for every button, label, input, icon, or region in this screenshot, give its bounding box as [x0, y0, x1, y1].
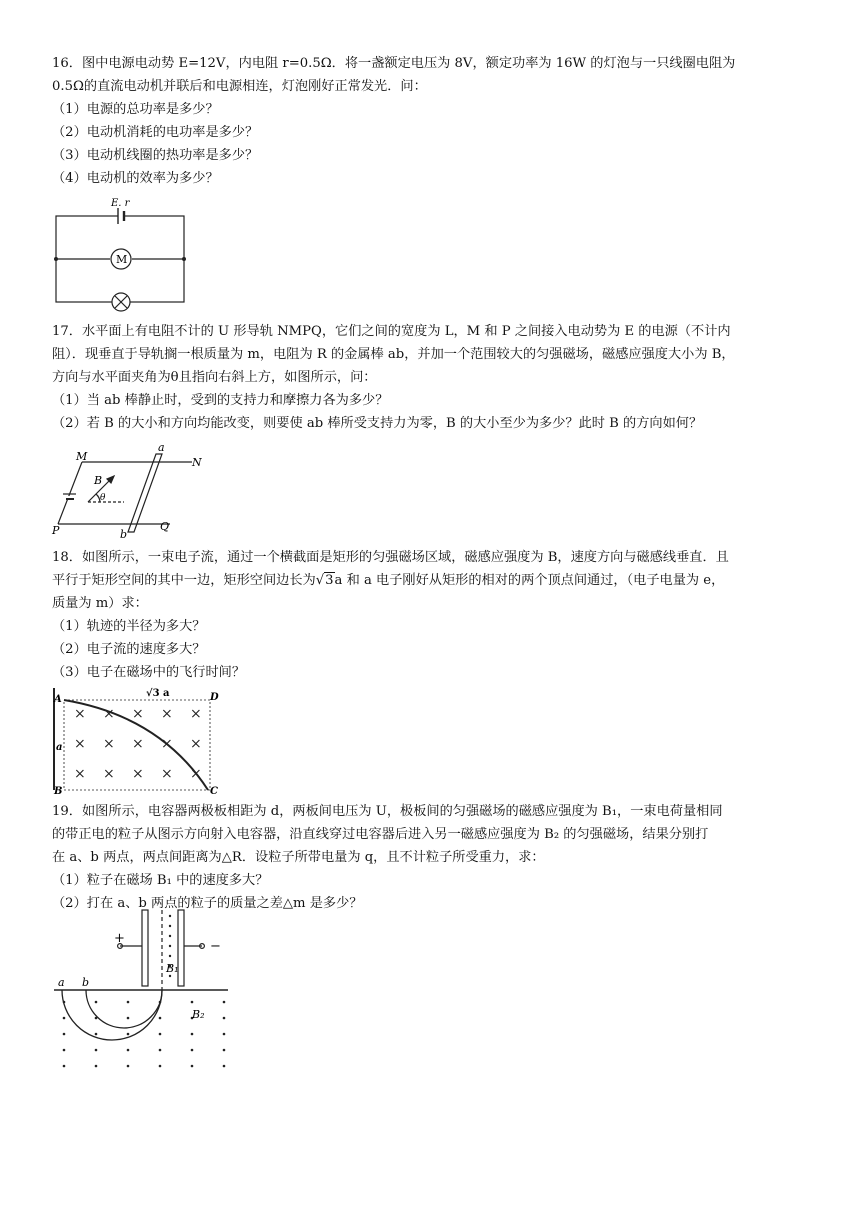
q19-stem-line-2: 的带正电的粒子从图示方向射入电容器，沿直线穿过电容器后进入另一磁感应强度为 B₂ 的匀强磁场，结果分别打 — [52, 827, 709, 842]
field-cross: × — [190, 766, 202, 782]
b2-dot — [223, 1017, 226, 1020]
question-19 — [52, 800, 812, 915]
b2-dot — [95, 1033, 98, 1036]
field-cross: × — [74, 766, 86, 782]
q16-stem-line-2: 0.5Ω的直流电动机并联后和电源相连，灯泡刚好正常发光．问： — [52, 79, 427, 94]
b2-dot — [127, 1017, 130, 1020]
q19-stem-line-3: 在 a、b 两点，两点间距离为△R．设粒子所带电量为 q，且不计粒子所受重力，求： — [52, 850, 545, 865]
q16-stem-line-1: 16．图中电源电动势 E=12V，内电阻 r=0.5Ω．将一盏额定电压为 8V，额定功率为 16W 的灯泡与一只线圈电阻为 — [52, 56, 736, 71]
field-cross: × — [161, 706, 173, 722]
plus-sign: + — [114, 931, 125, 946]
field-cross: × — [103, 766, 115, 782]
b2-dot — [223, 1001, 226, 1004]
field-cross: × — [103, 706, 115, 722]
q17-stem-line-2: 阻）．现垂直于导轨搁一根质量为 m，电阻为 R 的金属棒 ab，并加一个范围较大的匀强磁场，磁感应强度大小为 B， — [52, 347, 735, 362]
q19-part-2: （2）打在 a、b 两点的粒子的质量之差△m 是多少？ — [52, 896, 363, 911]
b2-dot — [159, 1001, 162, 1004]
b2-dot — [159, 1017, 162, 1020]
b2-dot — [191, 1001, 194, 1004]
q18-stem-line-3: 质量为 m）求： — [52, 596, 148, 611]
battery-label: E. r — [111, 198, 130, 209]
b2-dot — [63, 1049, 66, 1052]
q16-part-1: （1）电源的总功率是多少？ — [52, 102, 219, 117]
b2-dot — [159, 1033, 162, 1036]
sqrt-expression: √3 — [315, 573, 334, 588]
label-b2: B₂ — [192, 1008, 205, 1021]
field-cross: × — [190, 706, 202, 722]
q18-part-1: （1）轨迹的半径为多大？ — [52, 619, 206, 634]
label-b1: B₁ — [166, 962, 179, 975]
b1-dot — [169, 915, 171, 917]
b2-dot — [127, 1001, 130, 1004]
q17-stem-line-1: 17．水平面上有电阻不计的 U 形导轨 NMPQ，它们之间的宽度为 L，M 和 P 之间接入电动势为 E 的电源（不计内 — [52, 324, 731, 339]
motor-label: M — [116, 253, 128, 266]
top-length-label: √3 a — [146, 688, 170, 699]
b2-dot — [63, 1065, 66, 1068]
field-cross: × — [74, 736, 86, 752]
b2-dot — [159, 1049, 162, 1052]
b2-dot — [223, 1033, 226, 1036]
label-a: a — [158, 441, 165, 454]
b1-dot — [169, 975, 171, 977]
point-b: b — [82, 976, 90, 989]
label-q: Q — [160, 520, 170, 533]
b2-dot — [127, 1033, 130, 1036]
b2-dot — [63, 1033, 66, 1036]
b1-dot — [169, 955, 171, 957]
b2-dot — [63, 1017, 66, 1020]
b2-dot — [95, 1001, 98, 1004]
b2-dot — [95, 1049, 98, 1052]
right-plate — [178, 910, 184, 986]
q18-part-3: （3）电子在磁场中的飞行时间？ — [52, 665, 246, 680]
b2-dot — [191, 1065, 194, 1068]
field-cross: × — [132, 766, 144, 782]
question-18 — [52, 546, 812, 684]
q16-part-3: （3）电动机线圈的热功率是多少？ — [52, 148, 259, 163]
b2-dot — [127, 1065, 130, 1068]
field-cross: × — [161, 736, 173, 752]
b2-dot — [159, 1065, 162, 1068]
q17-stem-line-3: 方向与水平面夹角为θ且指向右斜上方，如图所示，问： — [52, 370, 377, 385]
label-b-field: B — [94, 474, 103, 487]
q17-rail-figure — [52, 441, 202, 541]
q16-part-4: （4）电动机的效率为多少？ — [52, 171, 219, 186]
point-a: a — [58, 976, 65, 989]
question-17 — [52, 320, 812, 435]
q17-part-1: （1）当 ab 棒静止时，受到的支持力和摩擦力各为多少？ — [52, 393, 389, 408]
q19-spectrometer-figure — [52, 906, 232, 1074]
field-cross: × — [132, 706, 144, 722]
field-cross: × — [161, 766, 173, 782]
field-cross: × — [74, 706, 86, 722]
b2-dot — [95, 1065, 98, 1068]
q18-part-2: （2）电子流的速度多大？ — [52, 642, 206, 657]
corner-a: A — [54, 694, 62, 705]
b2-dot — [223, 1049, 226, 1052]
q16-part-2: （2）电动机消耗的电功率是多少？ — [52, 125, 259, 140]
b2-dot — [127, 1049, 130, 1052]
label-p: P — [52, 524, 60, 537]
corner-b: B — [54, 786, 63, 797]
label-m: M — [76, 450, 88, 463]
q18-magnetic-field-figure — [50, 686, 220, 797]
b2-dot — [95, 1017, 98, 1020]
arc-a — [62, 990, 162, 1040]
rail-mp — [58, 462, 82, 524]
b2-dot — [191, 1033, 194, 1036]
b2-dot — [223, 1065, 226, 1068]
b1-dot — [169, 935, 171, 937]
field-crosses — [74, 706, 202, 782]
field-cross: × — [190, 736, 202, 752]
minus-sign: − — [210, 939, 221, 954]
label-n: N — [192, 456, 202, 469]
corner-d: D — [210, 692, 219, 703]
label-theta: θ — [100, 493, 106, 503]
metal-rod-ab — [128, 454, 162, 532]
b2-dot — [63, 1001, 66, 1004]
b2-dot — [191, 1049, 194, 1052]
b1-dot — [169, 945, 171, 947]
q19-stem-line-1: 19．如图所示，电容器两极板相距为 d，两板间电压为 U，极板间的匀强磁场的磁感应强度为 B₁，一束电荷量相同 — [52, 804, 723, 819]
label-b-end: b — [120, 528, 128, 541]
corner-c: C — [210, 786, 218, 797]
left-plate — [142, 910, 148, 986]
q18-stem-line-1: 18．如图所示，一束电子流，通过一个横截面是矩形的匀强磁场区域，磁感应强度为 B，速度方向与磁感线垂直．且 — [52, 550, 729, 565]
q17-part-2: （2）若 B 的大小和方向均能改变，则要使 ab 棒所受支持力为零，B 的大小至少为多少？此时 B 的方向如何？ — [52, 416, 703, 431]
field-cross: × — [132, 736, 144, 752]
question-16 — [52, 52, 812, 190]
q19-part-1: （1）粒子在磁场 B₁ 中的速度多大？ — [52, 873, 269, 888]
side-length-label: a — [56, 742, 63, 753]
q18-stem-line-2: 平行于矩形空间的其中一边，矩形空间边长为√3a 和 a 电子刚好从矩形的相对的两个顶点间通过，（电子电量为 e， — [52, 569, 812, 592]
b1-dot — [169, 925, 171, 927]
q16-circuit-figure — [52, 196, 192, 308]
field-cross: × — [103, 736, 115, 752]
